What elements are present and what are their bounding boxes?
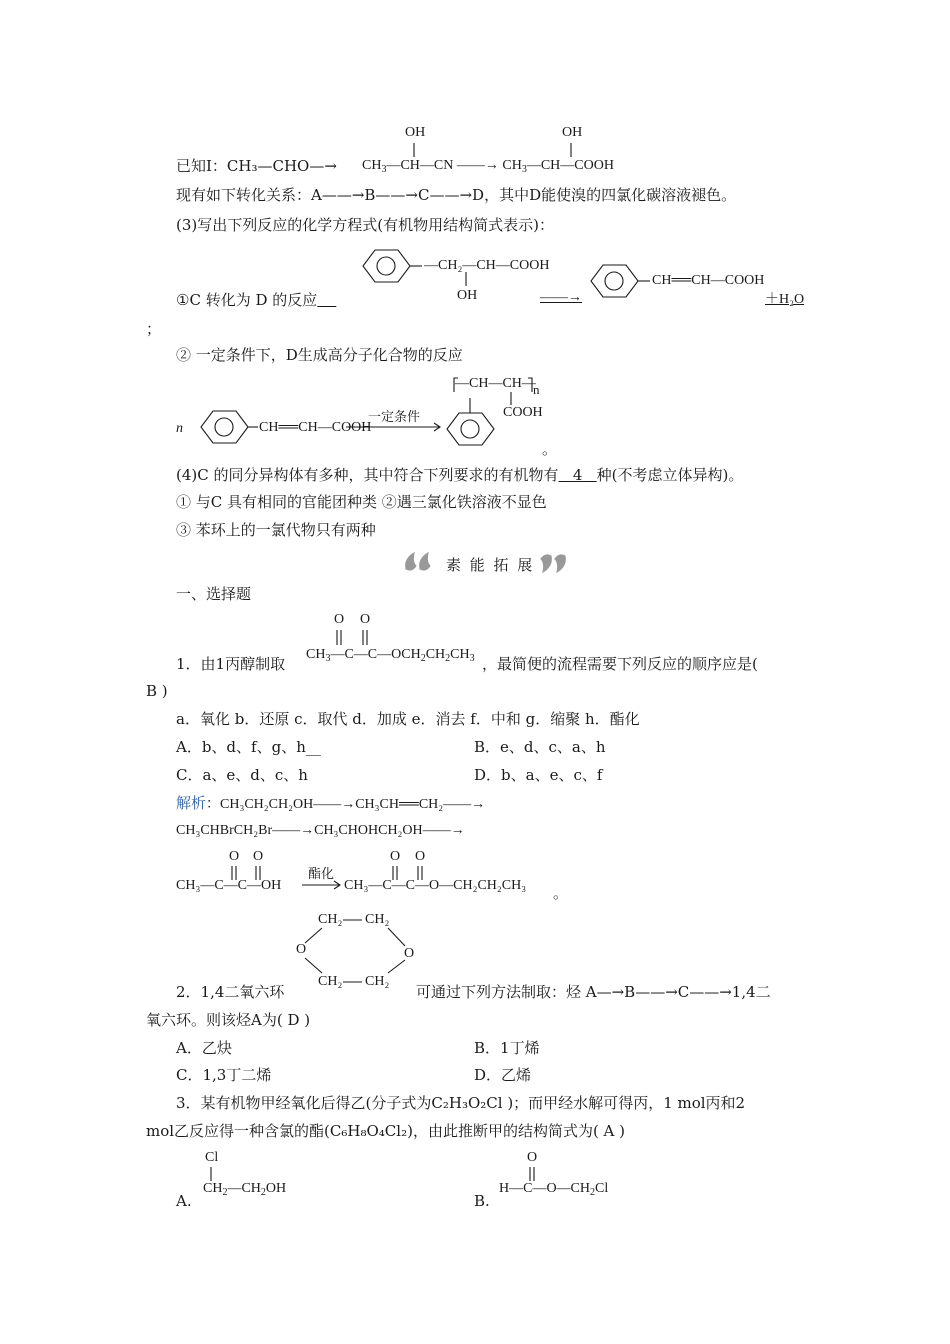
q4-text: (4)C 的同分异构体有多种，其中符合下列要求的有机物有 4 种(不考虑立体异构)。 [176, 466, 744, 484]
analysis-line1: 解析：CH₃CH₂CH₂OH——→CH₃CH══CH₂——→ [176, 794, 486, 812]
q3b-line1: 3．某有机物甲经氧化后得乙(分子式为C₂H₃O₂Cl )；而甲经水解可得丙，1 mol丙和2 [176, 1094, 746, 1112]
period: 。 [542, 440, 558, 458]
oh-label: OH [562, 125, 583, 140]
q4-cond1: ① 与C 具有相同的官能团种类 ②遇三氯化铁溶液不显色 [176, 493, 547, 511]
oh-label: OH [457, 288, 478, 303]
polymer-cooh: COOH [503, 405, 543, 420]
q4-cond2: ③ 苯环上的一氯代物只有两种 [176, 521, 376, 539]
cyanohydrin: $CH_3—CH—CN$ ——→ $CH_3—CH—COOH$ [362, 158, 614, 175]
o-label: O [360, 612, 371, 627]
q1-option-c: C．a、e、d、c、h [176, 766, 308, 784]
d-formula: CH══CH—COOH [652, 273, 765, 288]
q1-options: a．氧化 b．还原 c．取代 d．加成 e．消去 f．中和 g．缩聚 h．酯化 [176, 710, 640, 728]
o-label: O [415, 849, 426, 864]
q1-text: 1．由1丙醇制取 [176, 655, 286, 673]
period: 。 [553, 884, 569, 902]
polymer-n: n [533, 382, 540, 397]
q3b-a-formula: $CH_2—CH_2OH$ [203, 1181, 287, 1198]
water: ＋H₂O [765, 292, 805, 307]
known-line: 已知Ⅰ：CH₃—CHO—→ [176, 157, 337, 175]
q1-answer: B ) [146, 682, 168, 700]
q1-product: $CH_3—C—C—OCH_2CH_2CH_3$ [306, 647, 475, 664]
condition: 一定条件 [368, 409, 421, 424]
q2-line2: 氧六环。则该烃A为( D ) [146, 1011, 311, 1029]
ch2-label: CH₂ [365, 912, 390, 927]
section-title: 素 能 拓 展 [446, 556, 535, 574]
o-label: O [390, 849, 401, 864]
q1-option-b: B．e、d、c、a、h [474, 738, 606, 756]
semicolon: ； [146, 320, 162, 338]
o-label: O [296, 942, 307, 957]
o-label: O [334, 612, 345, 627]
monomer: CH══CH—COOH [259, 420, 372, 435]
q3-1-text: ①C 转化为 D 的反应 [176, 291, 318, 309]
ch2-label: CH₂ [318, 912, 343, 927]
q3-2-text: ② 一定条件下，D生成高分子化合物的反应 [176, 346, 463, 364]
polymer-unit: —CH—CH— [455, 376, 536, 391]
o-label: O [229, 849, 240, 864]
reaction-arrow: ——→ [540, 290, 582, 305]
ch2-label: CH₂ [318, 974, 343, 989]
q3b-option-b: B. [474, 1192, 490, 1210]
pyruvic-acid: CH₃—C—C—OH [176, 878, 282, 893]
analysis-line2: CH₃CHBrCH₂Br——→CH₃CHOHCH₂OH——→ [176, 823, 465, 838]
o-label: O [253, 849, 264, 864]
o-label: O [527, 1150, 538, 1165]
part1-title: 一、选择题 [176, 585, 252, 603]
q2-option-a: A．乙炔 [176, 1039, 232, 1057]
oh-label: OH [405, 125, 426, 140]
q1-option-a: A．b、d、f、g、h__ [176, 738, 321, 756]
q3b-line2: mol乙反应得一种含氯的酯(C₆H₈O₄Cl₂)，由此推断甲的结构简式为( A ) [146, 1122, 626, 1140]
ester-product: CH₃—C—C—O—CH₂CH₂CH₃ [344, 878, 527, 893]
q2-tail: 可通过下列方法制取：烃 A—→B——→C——→1,4二 [416, 983, 771, 1001]
q2-option-c: C．1,3丁二烯 [176, 1066, 272, 1084]
c-formula: —CH₂—CH—COOH [424, 258, 550, 273]
cl-label: Cl [205, 1150, 219, 1165]
q2-option-d: D．乙烯 [474, 1066, 532, 1084]
esterify-label: 酯化 [308, 866, 335, 881]
q2-option-b: B．1丁烯 [474, 1039, 540, 1057]
q2-text: 2．1,4二氧六环 [176, 983, 285, 1001]
o-label: O [404, 946, 415, 961]
q3b-b-formula: $H—C—O—CH_2Cl$ [499, 1181, 609, 1198]
q3b-option-a: A. [176, 1192, 192, 1210]
ch2-label: CH₂ [365, 974, 390, 989]
relation-text: 现有如下转化关系：A——→B——→C——→D，其中D能使溴的四氯化碳溶液褪色。 [176, 186, 737, 204]
q3-text: (3)写出下列反应的化学方程式(有机物用结构简式表示)： [176, 216, 554, 234]
q1-option-d: D．b、a、e、c、f [474, 766, 603, 784]
n-coef: n [176, 421, 183, 436]
q1-tail: ，最简便的流程需要下列反应的顺序应是( [482, 655, 758, 673]
